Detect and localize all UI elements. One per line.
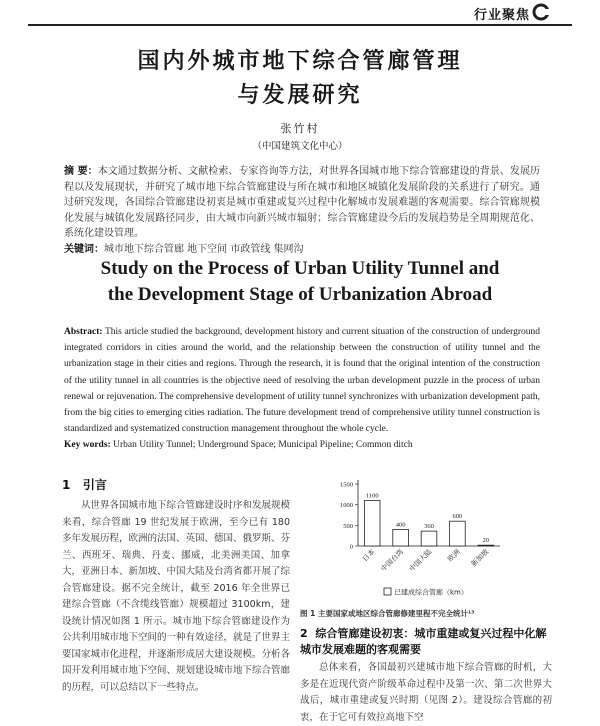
section-1-title: 引言 (82, 478, 107, 492)
section-2-number: 2 (300, 627, 308, 640)
bar (364, 501, 380, 546)
bar (393, 529, 409, 546)
keywords-en: Urban Utility Tunnel; Underground Space; Municipal Pipeline; Common ditch (113, 440, 413, 451)
title-cn-line-2: 与发展研究 (237, 83, 363, 108)
y-tick-label: 0 (349, 543, 353, 551)
section-1-paragraph: 从世界各国城市地下综合管廊建设时序和发展规模来看，综合管廊 19 世纪发展于欧洲，至今已有 180 多年发展历程，欧洲的法国、英国、德国、俄罗斯、芬兰、西班牙、瑞典、丹麦、挪威，北美洲美国、加拿大，亚洲日本、新加坡、中国大陆及台湾省都开展了综合管廊建设。据不完全统计，截至 2016 年全世界已建综合管廊（不含缆线管廊）规模超过 3100km，建设统计情况如图 1 所示。城市地下综合管廊建设作为公共利用城市地下空间的一种有效途径，就是了世界主要国家城市化进程，并逐渐形成居大建设规模。分析各国开发利用城市地下空间、规划建设城市地下综合管廊的历程，可以总结以下一些特点。 (62, 500, 291, 693)
section-1-heading (62, 476, 107, 493)
keywords-cn: 城市地下综合管廊 地下空间 市政管线 集网沟 (104, 243, 304, 255)
title-en-line-1: Study on the Process of Urban Utility Tunnel and (100, 258, 500, 279)
affiliation: （中国建筑文化中心） (252, 141, 348, 152)
header-rule (28, 24, 572, 26)
author: 张竹村 (280, 122, 320, 135)
bar-value-label: 360 (424, 523, 434, 531)
section-2-paragraph: 总体来看，各国最初兴建城市地下综合管廊的时机，大多是在近现代资产阶级革命过程中及第一次、第二次世界大战后，城市重建或复兴时期（见图 2）。建设综合管廊的初衷，在于它可有效拉高地下空 (300, 662, 552, 723)
section-1-number: 1 (62, 478, 71, 492)
keywords-cn-label: 关键词： (64, 243, 104, 255)
category-label: 中国大陆 (407, 547, 434, 574)
bar (450, 521, 466, 546)
bar (478, 545, 494, 546)
y-tick-label: 500 (343, 522, 353, 530)
bar-value-label: 20 (482, 537, 490, 545)
category-label: 欧洲 (446, 547, 462, 564)
legend-label: 已建成综合管廊（km） (394, 588, 468, 597)
bar-value-label: 400 (395, 521, 406, 529)
category-label: 中国台湾 (379, 547, 406, 574)
column-mark-icon (532, 3, 550, 21)
abstract-cn (64, 164, 540, 257)
bar-value-label: 1100 (365, 492, 379, 500)
figure-1-chart (300, 476, 550, 602)
bar-value-label: 600 (452, 513, 463, 521)
title-en-line-2: the Development Stage of Urbanization Abroad (107, 284, 493, 305)
bar (421, 531, 437, 546)
title-cn-line-1: 国内外城市地下综合管廊管理 (137, 49, 463, 74)
keywords-en-label: Key words: (64, 440, 111, 451)
column-tag: 行业聚焦 (473, 8, 530, 23)
figure-1-caption: 图 1 主要国家或地区综合管廊修建里程不完全统计¹³ (300, 609, 475, 618)
abstract-cn-text: 本文通过数据分析、文献检索、专家咨询等方法，对世界各国城市地下综合管廊建设的背景、发展历程以及发展现状，并研究了城市地下综合管廊建设与所在城市和地区城镇化发展阶段的关系进行了研究。通过研究发现，各国综合管廊建设初衷是城市重建或复兴过程中化解城市发展难题的客观需要。综合管廊规模化发展与城镇化发展路径同步，由大城市向新兴城市辐射；综合管廊建设今后的发展趋势是全周期规范化、系统化建设管理。 (64, 166, 541, 239)
section-2-heading (300, 626, 552, 658)
y-tick-label: 1000 (340, 502, 353, 510)
section-2-title: 综合管廊建设初衷：城市重建或复兴过程中化解城市发展难题的客观需要 (300, 627, 547, 656)
abstract-en (64, 324, 540, 454)
abstract-cn-label: 摘 要： (64, 166, 98, 177)
abstract-en-label: Abstract: (64, 327, 103, 337)
legend-swatch (384, 588, 391, 595)
abstract-en-text: This article studied the background, development history and current situation of the construction of underground integrated corridors in cities around the world, and the relationship between the construction of utility tunnel and the urbanization stage in their cities and regions. Through the research, it is found that the original intention of the construction of the utility tunnel in all countries is the objective need of resolving the urban development puzzle in the process of urban renewal or rejuvenation. The comprehensive development of utility tunnel synchronizes with urbanization development path, from the big cities to emerging cities radiation. The future development trend of comprehensive utility tunnel construction is standardized and systematized construction management throughout the whole cycle. (64, 327, 541, 435)
y-tick-label: 1500 (340, 481, 353, 489)
category-label: 新加坡 (469, 547, 491, 569)
category-label: 日本 (361, 547, 377, 564)
